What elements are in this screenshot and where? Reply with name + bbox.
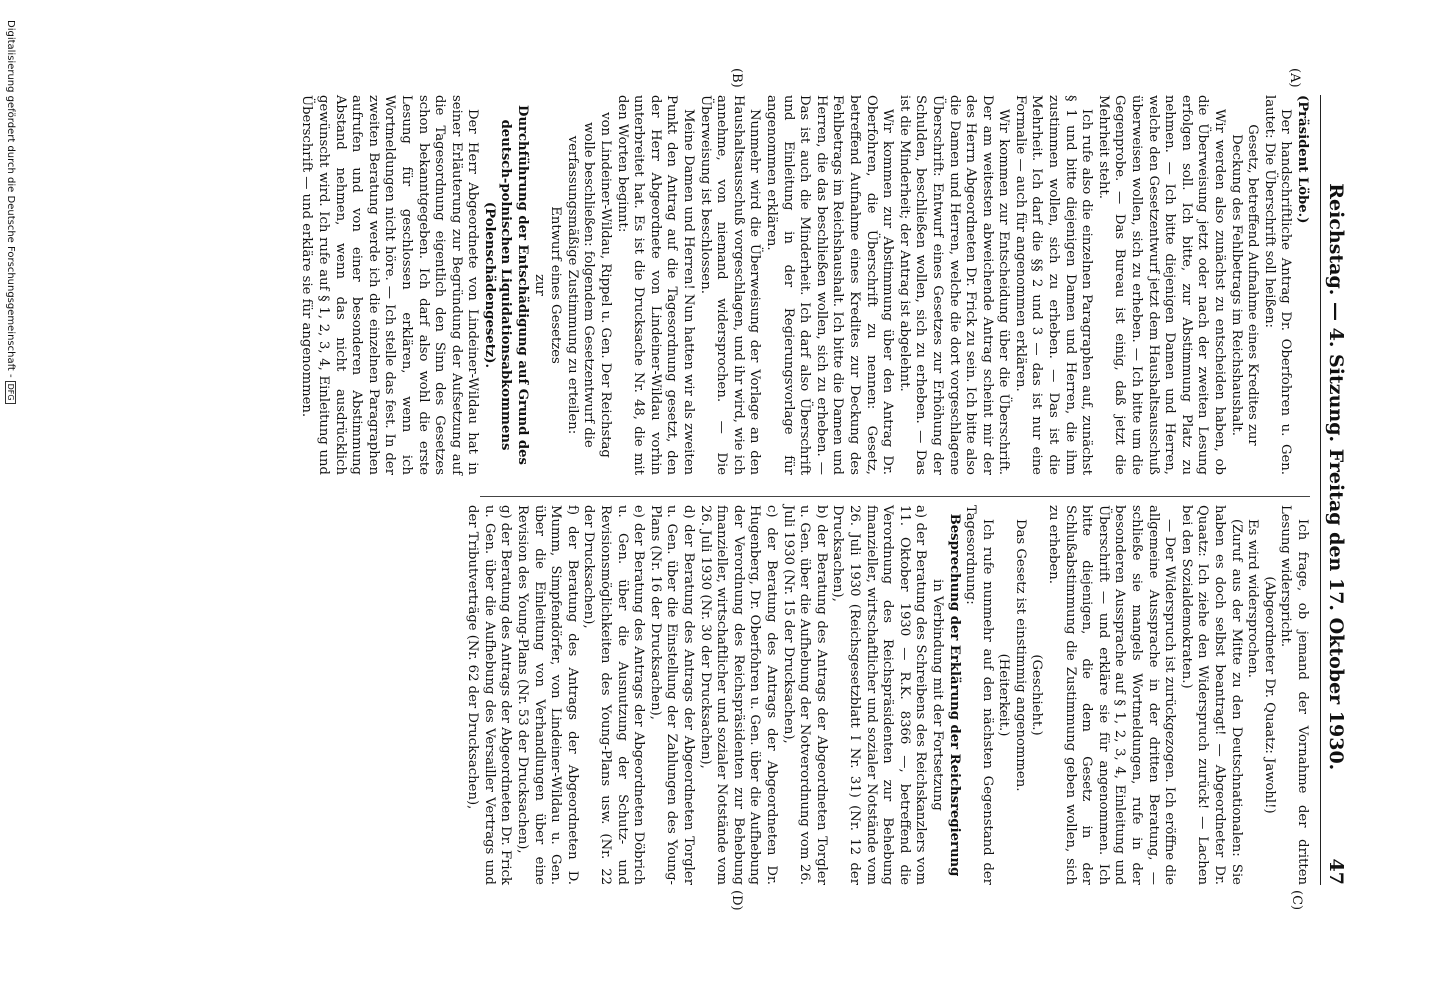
agenda-sub: in Verbindung mit der Fortsetzung [929, 579, 945, 811]
agenda-item: g) der Beratung des Antrags der Abgeordneten Dr. Frick u. Gen. über die Aufhebung des Versailler Vertrags und der Tributverträge (Nr. 62 der Drucksachen), [465, 505, 514, 885]
dfg-logo: DFG [5, 381, 16, 404]
agenda-heading: Besprechung der Erklärung der Reichsregierung [946, 513, 962, 877]
footer [5, 20, 16, 404]
paragraph: Ich rufe also die einzelnen Paragraphen auf, zunächst § 1 und bitte diejenigen Damen und Herren, die ihm zustimmen wollen, sich zu erheben. — Das ist die Mehrheit. Ich darf die §§ 2 und 3 — das ist nur eine Formalie — auch für angenommen erklären. [1012, 95, 1095, 475]
paragraph: Der handschriftliche Antrag Dr. Oberfohren u. Gen. lautet: Die Überschrift soll heißen: [1261, 95, 1294, 475]
interjection: (Zuruf aus der Mitte zu den Deutschnationalen: Sie haben es doch selbst beantragt! — Abgeordneter Dr. Quaatz: Ich ziehe den Widerspruch zurück! — Lachen bei den Sozialdemokraten.) [1178, 505, 1244, 885]
margin-mark-b: (B) [729, 68, 744, 88]
margin-mark-a: (A) [1287, 68, 1302, 88]
paragraph: — Der Widerspruch ist zurückgezogen. Ich eröffne die allgemeine Aussprache in der dritten Beratung, — schließe sie mangels Wortmeldungen, rufe in der besonderen Aussprache auf § 1, 2, 3, 4, Einleitung und Überschrift — und erkläre sie für angenommen. Ich bitte diejenigen, die dem Gesetz in der Schlußabstimmung die Zustimmung geben wollen, sich zu erheben. [1046, 505, 1178, 885]
header-title: Reichstag. — 4. Sitzung. Freitag den 17. Oktober 1930. [1325, 183, 1347, 771]
motion-text: von Lindeiner-Wildau, Rippel u. Gen. Der Reichstag wolle beschließen: folgendem Gesetzentwurf die verfassungsmäßige Zustimmung zu erteilen: [564, 112, 614, 458]
quoted-title: Gesetz, betreffend Aufnahme eines Kredites zur Deckung des Fehlbetrags im Reichshaushalt. [1228, 124, 1261, 446]
left-column [464, 505, 1310, 885]
paragraph: Ich frage, ob jemand der Vornahme der dritten Lesung widerspricht. [1278, 505, 1310, 885]
footer-text: Digitalisierung gefördert durch die Deutsche Forschungsgemeinschaft - [5, 20, 16, 378]
agenda-item: e) der Beratung des Antrags der Abgeordneten Döbrich u. Gen. über die Ausnutzung der Schutz- und Revisionsmöglichkeiten des Young-Plans usw. (Nr. 22 der Drucksachen), [581, 505, 647, 885]
paragraph: Wir kommen zur Abstimmung über den Antrag Dr. Oberfohren, die Überschrift zu nennen: Gesetz, betreffend Aufnahme eines Kredites zur Deckung des Fehlbetrags im Reichshaushalt. Ich bitte die Damen und Herren, die das beschließen wollen, sich zu erheben. — Das ist auch die Minderheit. Ich darf also Überschrift und Einleitung in der Regierungsvorlage für angenommen erklären. [764, 95, 896, 475]
page-number: 47 [1325, 858, 1347, 885]
interjection: (Geschieht.) [1029, 654, 1045, 736]
bill-heading-zur: zur [531, 274, 547, 296]
paragraph: Es wird widersprochen. [1245, 519, 1261, 678]
bill-heading: Entwurf eines Gesetzes [548, 206, 564, 364]
agenda-item: f) der Beratung des Antrags der Abgeordneten D. Mumm, Simpfendörfer, von Lindeiner-Wildau u. Gen. über die Einleitung von Verhandlungen über eine Revision des Young-Plans (Nr. 53 der Drucksachen), [515, 505, 580, 885]
paragraph: Das Gesetz ist einstimmig angenommen. [1012, 519, 1028, 792]
paragraph: Nunmehr wird die Überweisung der Vorlage an den Haushaltsausschuß vorgeschlagen, und ihr wird, wie ich annehme, von niemand widersprochen. — Die Überweisung ist beschlossen. [697, 95, 763, 475]
bill-title: Durchführung der Entschädigung auf Grund des deutsch-polnischen Liquidationsabkommens (Polenschädengesetz). [481, 105, 531, 465]
paragraph: Wir werden also zunächst zu entscheiden haben, ob die Überweisung jetzt oder nach der zweiten Lesung erfolgen soll. Ich bitte, zur Abstimmung Platz zu nehmen. — Ich bitte diejenigen Damen und Herren, welche den Gesetzentwurf jetzt dem Haushaltsausschuß überweisen wollen, sich zu erheben. — Ich bitte um die Gegenprobe. — Das Bureau ist einig, daß jetzt die Mehrheit steht. [1095, 95, 1228, 475]
speaker: (Präsident Löbe.) [1295, 95, 1310, 224]
interjection: (Heiterkeit.) [996, 653, 1012, 737]
margin-mark-d: (D) [729, 890, 744, 911]
paragraph: Wir kommen zur Entscheidung über die Überschrift. Der am weitesten abweichende Antrag scheint mir der des Herrn Abgeordneten Dr. Frick zu sein. Ich bitte also die Damen und Herren, welche die dort vorgeschlagene Überschrift: Entwurf eines Gesetzes zur Erhöhung der Schulden, beschließen wollen, sich zu erheben. — Das ist die Minderheit; der Antrag ist abgelehnt. [896, 95, 1012, 475]
margin-mark-c: (C) [1289, 890, 1304, 911]
agenda-item: c) der Beratung des Antrags der Abgeordneten Dr. Hugenberg, Dr. Oberfohren u. Gen. über die Aufhebung der Verordnung des Reichspräsidenten zur Behebung finanzieller, wirtschaftlicher und sozialer Notstände vom 26. Juli 1930 (Nr. 30 der Drucksachen), [697, 505, 779, 885]
column-divider [480, 496, 1310, 497]
page-header [1320, 95, 1354, 885]
paragraph: Ich rufe nunmehr auf den nächsten Gegenstand der Tagesordnung: [963, 505, 995, 885]
right-column [298, 95, 1310, 475]
agenda-item: a) der Beratung des Schreibens des Reichskanzlers vom 11. Oktober 1930 — R.K. 8366 —, betreffend die Verordnung des Reichspräsidenten zur Behebung finanzieller, wirtschaftlicher und sozialer Notstände vom 26. Juli 1930 (Reichsgesetzblatt I Nr. 31) (Nr. 12 der Drucksachen), [830, 505, 929, 885]
paragraph: Meine Damen und Herren! Nun hatten wir als zweiten Punkt den Antrag auf die Tagesordnung gesetzt, den der Herr Abgeordnete von Lindeiner-Wildau vorhin unterbreitet hat. Es ist die Drucksache Nr. 48, die mit den Worten beginnt: [614, 95, 697, 475]
paragraph: Der Herr Abgeordnete von Lindeiner-Wildau hat in seiner Erläuterung zur Begründung der Aufsetzung auf die Tagesordnung eigentlich den Sinn des Gesetzes schon bekanntgegeben. Ich darf also wohl die erste Lesung für geschlossen erklären, wenn ich Wortmeldungen nicht höre. — Ich stelle das fest. In der zweiten Beratung werde ich die einzelnen Paragraphen aufrufen und von einer besonderen Abstimmung Abstand nehmen, wenn das nicht ausdrücklich gewünscht wird. Ich rufe auf § 1, 2, 3, 4, Einleitung und Überschrift — und erkläre sie für angenommen. [299, 95, 481, 475]
agenda-item: b) der Beratung des Antrags der Abgeordneten Torgler u. Gen. über die Aufhebung der Notverordnung vom 26. Juli 1930 (Nr. 15 der Drucksachen), [780, 505, 829, 885]
agenda-item: d) der Beratung des Antrags der Abgeordneten Torgler u. Gen. über die Einstellung der Zahlungen des Young-Plans (Nr. 16 der Drucksachen), [647, 505, 697, 885]
interjection: (Abgeordneter Dr. Quaatz: Jawohl!) [1261, 576, 1277, 814]
